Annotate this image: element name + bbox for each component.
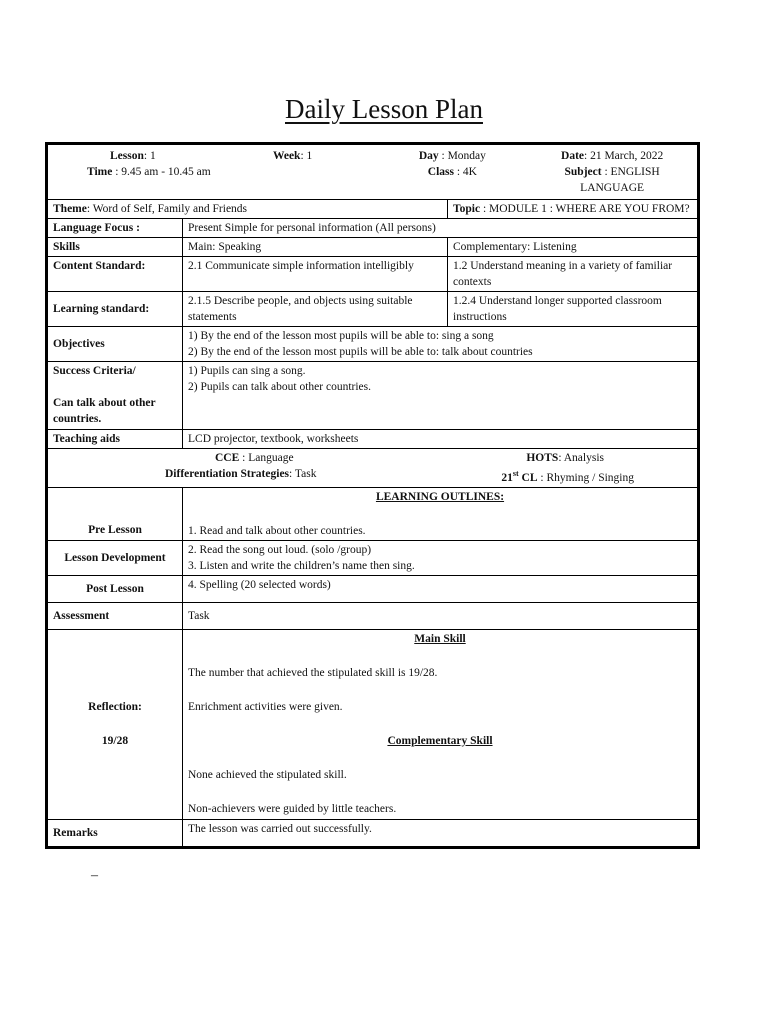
class-value: : 4K	[453, 166, 477, 178]
lesson-development-row	[47, 540, 699, 575]
success-criteria-label: Success Criteria/	[53, 365, 136, 377]
learning-standard-label: Learning standard:	[47, 292, 183, 327]
main-skill-line-2: Enrichment activities were given.	[188, 700, 343, 713]
reflection-label: Reflection:	[88, 701, 142, 714]
skills-row	[47, 238, 699, 257]
cl21-value: : Rhyming / Singing	[537, 471, 634, 484]
theme-row	[47, 200, 699, 219]
lesson-plan-table	[45, 142, 700, 849]
remarks-row	[47, 819, 699, 847]
subject-label: Subject	[564, 166, 602, 178]
differentiation-label: Differentiation Strategies	[165, 468, 290, 480]
main-skill-heading: Main Skill	[414, 632, 466, 645]
assessment-row	[47, 602, 699, 629]
cce-row	[47, 449, 699, 488]
content-standard-complementary: 1.2 Understand meaning in a variety of familiar contexts	[448, 257, 699, 292]
content-standard-row	[47, 257, 699, 292]
week-label: Week	[272, 150, 301, 162]
footer-dash: –	[91, 868, 98, 883]
lesson-development-item: 3. Listen and write the children’s name then sing.	[188, 559, 415, 572]
teaching-aids-label: Teaching aids	[47, 430, 183, 449]
complementary-skill-heading: Complementary Skill	[387, 734, 493, 747]
skills-complementary: Complementary: Listening	[448, 238, 699, 257]
date-label: Date	[561, 150, 585, 162]
remarks-label: Remarks	[47, 819, 183, 847]
language-focus-label: Language Focus :	[47, 219, 183, 238]
success-criteria-label-2: Can talk about other countries.	[53, 397, 156, 425]
week-value: : 1	[300, 150, 313, 162]
day-value: : Monday	[438, 150, 486, 162]
assessment-label: Assessment	[47, 602, 183, 629]
lesson-value: : 1	[143, 150, 156, 162]
time-value: : 9.45 am - 10.45 am	[112, 166, 211, 178]
objectives-label: Objectives	[47, 327, 183, 362]
language-focus-row	[47, 219, 699, 238]
theme-value: : Word of Self, Family and Friends	[86, 203, 248, 215]
learning-standard-main: 2.1.5 Describe people, and objects using suitable statements	[183, 292, 448, 327]
reflection-row	[47, 629, 699, 819]
assessment-value: Task	[183, 602, 699, 629]
pre-lesson-label: Pre Lesson	[47, 487, 183, 540]
lesson-development-item: 2. Read the song out loud. (solo /group)	[188, 543, 372, 556]
subject-value: : ENGLISH LANGUAGE	[580, 166, 660, 194]
objective-item: 1) By the end of the lesson most pupils will be able to: sing a song	[188, 330, 494, 342]
cl21-label: 21st CL	[501, 469, 538, 484]
teaching-aids-value: LCD projector, textbook, worksheets	[183, 430, 699, 449]
pre-lesson-row	[47, 487, 699, 540]
content-standard-label: Content Standard:	[47, 257, 183, 292]
success-criteria-row	[47, 362, 699, 430]
topic-value: : MODULE 1 : WHERE ARE YOU FROM?	[480, 203, 690, 215]
lesson-development-label: Lesson Development	[47, 540, 183, 575]
cce-value: : Language	[239, 452, 294, 464]
hots-label: HOTS	[526, 452, 559, 464]
learning-standard-complementary: 1.2.4 Understand longer supported classroom instructions	[448, 292, 699, 327]
class-label: Class	[427, 166, 454, 178]
day-label: Day	[418, 150, 439, 162]
complementary-skill-line-2: Non-achievers were guided by little teachers.	[188, 802, 397, 815]
post-lesson-item: 4. Spelling (20 selected words)	[188, 578, 331, 591]
content-standard-main: 2.1 Communicate simple information intelligibly	[183, 257, 448, 292]
hots-value: : Analysis	[558, 452, 604, 464]
theme-label: Theme	[53, 203, 87, 215]
success-criteria-item: 2) Pupils can talk about other countries.	[188, 381, 372, 393]
page-title: Daily Lesson Plan	[285, 94, 483, 124]
objectives-row	[47, 327, 699, 362]
skills-main: Main: Speaking	[183, 238, 448, 257]
objective-item: 2) By the end of the lesson most pupils will be able to: talk about countries	[188, 346, 533, 358]
date-value: : 21 March, 2022	[584, 150, 664, 162]
post-lesson-row	[47, 575, 699, 602]
complementary-skill-line-1: None achieved the stipulated skill.	[188, 768, 347, 781]
time-label: Time	[86, 166, 113, 178]
teaching-aids-row	[47, 430, 699, 449]
topic-label: Topic	[453, 203, 481, 215]
cce-label: CCE	[215, 452, 240, 464]
learning-standard-row	[47, 292, 699, 327]
header-row	[47, 144, 699, 200]
language-focus-value: Present Simple for personal information (All persons)	[183, 219, 699, 238]
remarks-value: The lesson was carried out successfully.	[183, 819, 699, 847]
differentiation-value: : Task	[289, 468, 317, 480]
reflection-score: 19/28	[101, 735, 129, 748]
main-skill-line-1: The number that achieved the stipulated skill is 19/28.	[188, 666, 438, 679]
post-lesson-label: Post Lesson	[47, 575, 183, 602]
lesson-label: Lesson	[110, 150, 144, 162]
skills-label: Skills	[47, 238, 183, 257]
success-criteria-item: 1) Pupils can sing a song.	[188, 365, 306, 377]
learning-outlines-heading: LEARNING OUTLINES:	[375, 490, 505, 503]
pre-lesson-item: 1. Read and talk about other countries.	[188, 524, 366, 537]
